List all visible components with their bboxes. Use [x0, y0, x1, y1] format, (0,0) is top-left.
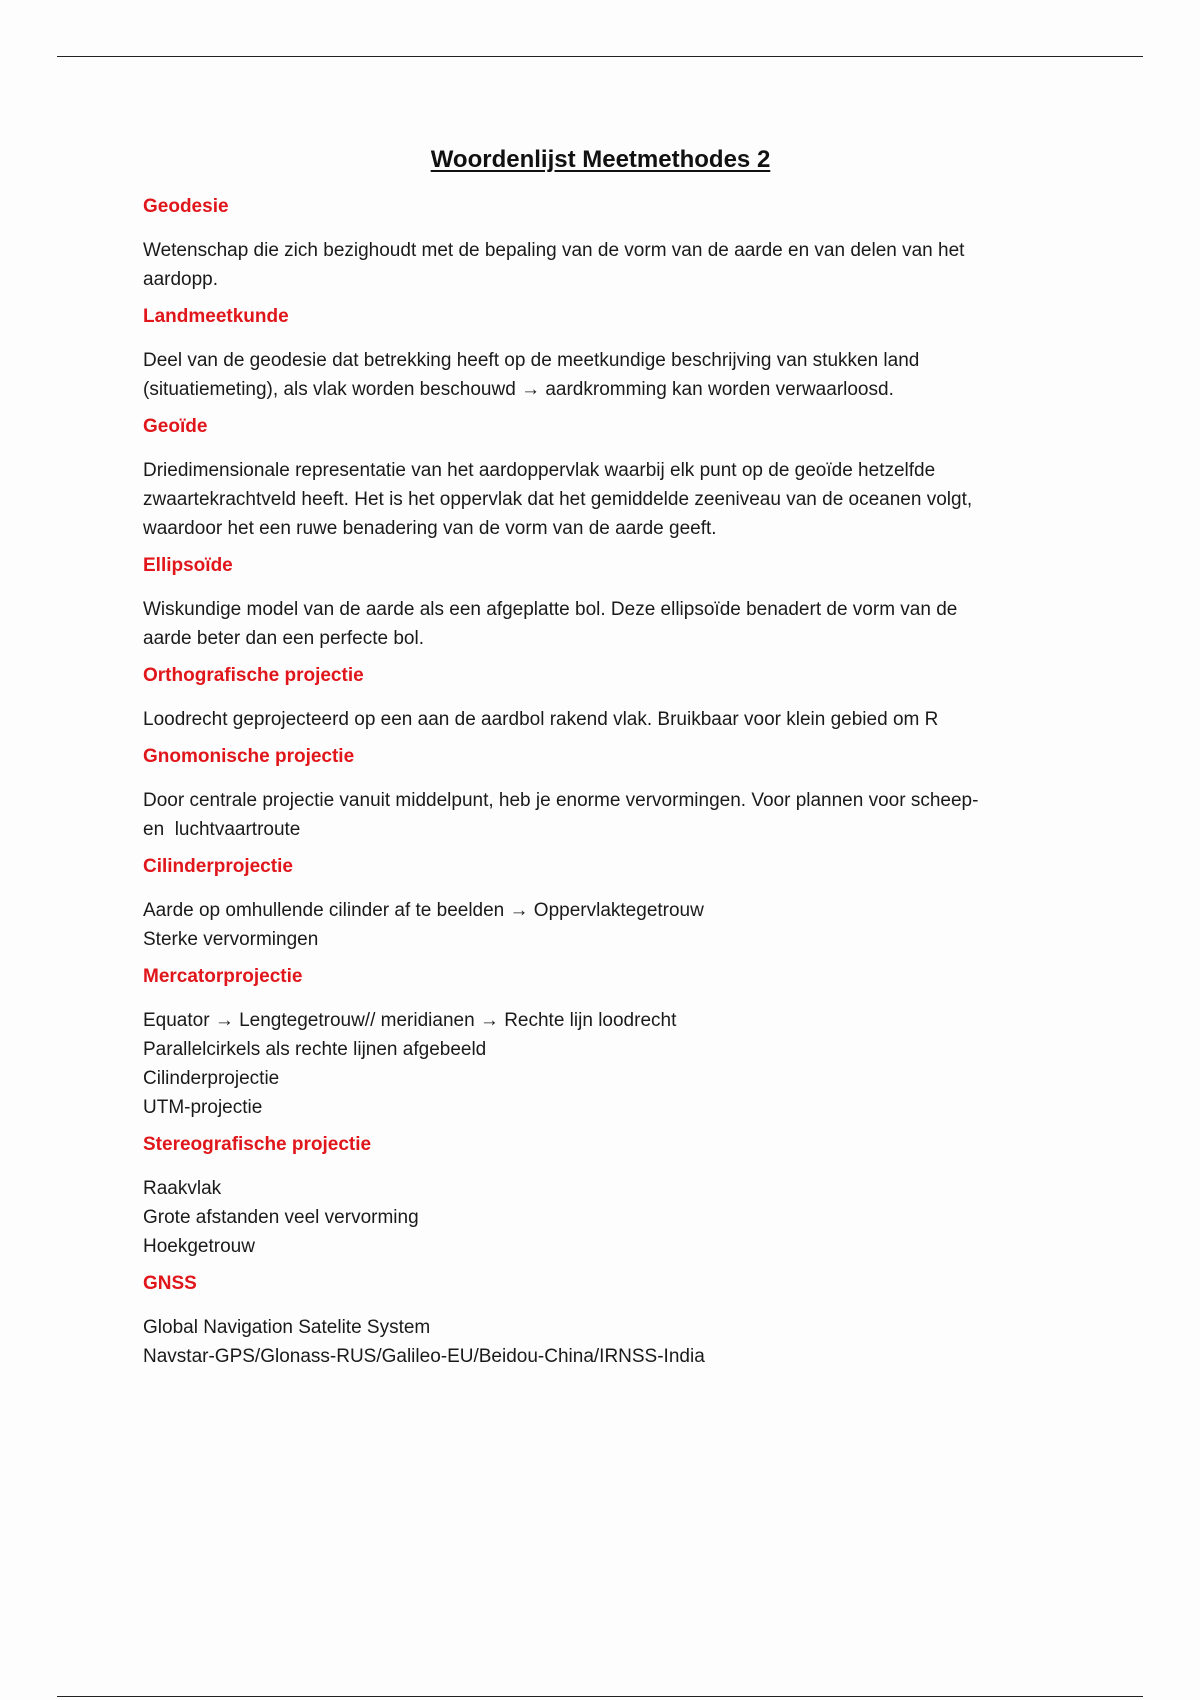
glossary-entry: [143, 744, 1058, 844]
definition-line: Global Navigation Satelite System: [143, 1317, 431, 1338]
glossary-term: Cilinderprojectie: [143, 856, 293, 877]
definition-line: Door centrale projectie vanuit middelpunt, heb je enorme vervormingen. Voor plannen voor scheep-: [143, 790, 979, 811]
definition-line: Wetenschap die zich bezighoudt met de bepaling van de vorm van de aarde en van delen van het: [143, 240, 965, 261]
glossary-term: Landmeetkunde: [143, 306, 289, 327]
glossary-term: Geoïde: [143, 416, 208, 437]
definition-line: aarde beter dan een perfecte bol.: [143, 628, 424, 649]
glossary-entry: [143, 553, 1058, 653]
glossary-term: Mercatorprojectie: [143, 966, 303, 987]
definition-line: Aarde op omhullende cilinder af te beelden → Oppervlaktegetrouw: [143, 900, 704, 921]
glossary-term: Ellipsoïde: [143, 555, 233, 576]
glossary-term: GNSS: [143, 1273, 197, 1294]
definition-line: Loodrecht geprojecteerd op een aan de aardbol rakend vlak. Bruikbaar voor klein gebied om R: [143, 709, 939, 730]
definition-line: zwaartekrachtveld heeft. Het is het oppervlak dat het gemiddelde zeeniveau van de oceanen volgt,: [143, 489, 973, 510]
definition-line: Sterke vervormingen: [143, 929, 319, 950]
glossary-term: Orthografische projectie: [143, 665, 364, 686]
definition-line: Cilinderprojectie: [143, 1068, 280, 1089]
document-body: [143, 143, 1058, 1381]
definition-line: Grote afstanden veel vervorming: [143, 1207, 419, 1228]
definition-line: Equator → Lengtegetrouw// meridianen → Rechte lijn loodrecht: [143, 1010, 677, 1031]
header-rule: [57, 56, 1143, 57]
definition-line: Deel van de geodesie dat betrekking heeft op de meetkundige beschrijving van stukken land: [143, 350, 920, 371]
definition-line: Navstar-GPS/Glonass-RUS/Galileo-EU/Beidou-China/IRNSS-India: [143, 1346, 705, 1367]
glossary-entry: [143, 1271, 1058, 1371]
definition-line: Driedimensionale representatie van het aardoppervlak waarbij elk punt op de geoïde hetzelfde: [143, 460, 936, 481]
document-title: Woordenlijst Meetmethodes 2: [430, 146, 771, 173]
glossary-term: Gnomonische projectie: [143, 746, 355, 767]
definition-line: Raakvlak: [143, 1178, 222, 1199]
glossary-entry: [143, 414, 1058, 543]
definition-line: en luchtvaartroute: [143, 819, 301, 840]
definition-line: Parallelcirkels als rechte lijnen afgebeeld: [143, 1039, 487, 1060]
glossary-entry: [143, 304, 1058, 404]
definition-line: (situatiemeting), als vlak worden beschouwd → aardkromming kan worden verwaarloosd.: [143, 379, 894, 400]
glossary-entry: [143, 964, 1058, 1122]
definition-line: Wiskundige model van de aarde als een afgeplatte bol. Deze ellipsoïde benadert de vorm van de: [143, 599, 958, 620]
glossary-entry: [143, 1132, 1058, 1261]
glossary-term: Stereografische projectie: [143, 1134, 372, 1155]
definition-line: aardopp.: [143, 269, 219, 290]
definition-line: UTM-projectie: [143, 1097, 263, 1118]
glossary-entry: [143, 854, 1058, 954]
glossary-entry: [143, 663, 1058, 734]
glossary-term: Geodesie: [143, 196, 229, 217]
definition-line: waardoor het een ruwe benadering van de vorm van de aarde geeft.: [143, 518, 717, 539]
footer-rule: [57, 1696, 1143, 1697]
glossary-entry: [143, 194, 1058, 294]
definition-line: Hoekgetrouw: [143, 1236, 255, 1257]
